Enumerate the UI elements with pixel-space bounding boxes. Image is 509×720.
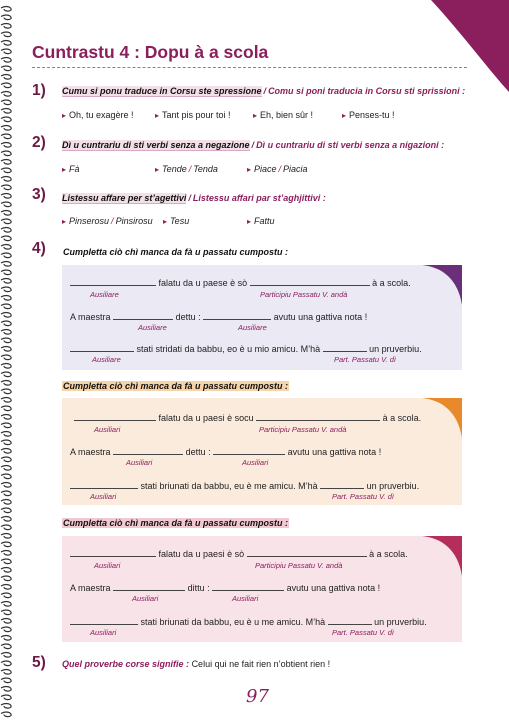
question-2-corse: Dì u cuntrariu di sti verbi senza a negazione [62,140,250,150]
page-number: 97 [246,686,269,707]
blank-3-2a[interactable] [113,582,185,591]
exercise-3-line-2 [70,582,380,593]
section-number-1: 1) [32,82,46,99]
hint-2-2b: Ausiliari [242,458,269,467]
spiral-ring [1,313,11,318]
spiral-ring [1,143,11,148]
spiral-ring [1,466,11,471]
question-3-corse: Listessu affare per st’agettivi [62,193,187,203]
exercise-1-line-1-text: falatu da u paese è sò [158,278,248,288]
corner-decoration [409,0,509,100]
hint-1-3b: Part. Passatu V. dì [334,355,396,364]
hint-1-2a: Ausiliare [138,323,167,332]
spiral-ring [1,49,11,54]
blank-3-1b[interactable] [247,548,367,557]
item-2-3-word: Piace [254,164,277,174]
spiral-ring [1,126,11,131]
blank-3-3a[interactable] [70,616,138,625]
spiral-ring [1,585,11,590]
hint-3-3a: Ausiliari [90,628,117,637]
exercise-3-line-1 [70,548,408,559]
exercise-3-line-3-text: stati briunati da babbu, eu è u me amicu. M’hà [140,617,326,627]
item-1-2: ▸ Tant pis pour toi ! [155,110,231,120]
spiral-ring [1,500,11,505]
item-2-1 [62,164,80,174]
spiral-ring [1,593,11,598]
blank-1-1a[interactable] [70,277,156,286]
spiral-ring [1,636,11,641]
spiral-ring [1,211,11,216]
hint-3-1b: Participiu Passatu V. andà [255,561,343,570]
exercise-panel-3 [62,536,462,642]
spiral-ring [1,364,11,369]
item-3-1-separator: / [111,216,114,226]
spiral-ring [1,525,11,530]
question-3-variant: Listessu affari par st’aghjittivi : [192,193,326,203]
hint-2-3b: Part. Passatu V. dì [332,492,394,501]
question-1-separator: / [263,86,267,96]
spiral-ring [1,194,11,199]
question-1 [62,86,465,96]
item-3-1 [62,216,153,226]
exercise-1-line-3-end: un pruverbiu. [369,344,422,354]
panel-tab-3 [422,536,462,576]
spiral-ring [1,534,11,539]
item-2-2-variant: Tenda [193,164,218,174]
spiral-ring [1,398,11,403]
spiral-ring [1,160,11,165]
question-5-label: Quel proverbe corse signifie : [62,659,190,669]
question-2-variant: Dì u cuntrariu di sti verbi senza a nigazioni : [256,140,445,150]
exercise-2-line-3-end: un pruverbiu. [366,481,420,491]
blank-2-3b[interactable] [320,480,364,489]
hint-1-1b: Participiu Passatu V. andà [260,290,348,299]
panel-tab-2 [422,398,462,438]
spiral-ring [1,296,11,301]
spiral-ring [1,321,11,326]
item-2-1-word: Fà [69,164,80,174]
item-2-2 [155,164,218,174]
spiral-ring [1,712,11,717]
hint-1-1a: Ausiliare [90,290,119,299]
spiral-ring [1,415,11,420]
spiral-ring [1,474,11,479]
spiral-ring [1,228,11,233]
spiral-ring [1,83,11,88]
spiral-ring [1,75,11,80]
question-5-answer: Celui qui ne fait rien n’obtient rien ! [191,659,331,669]
exercise-2-line-1-text: falatu da u paesi è socu [158,413,254,423]
question-5 [62,659,330,669]
question-1-variant: Comu si poni traducia in Corsu sti sprissioni : [268,86,466,96]
hint-3-2a: Ausiliari [132,594,159,603]
item-3-2-word: Tesu [170,216,190,226]
blank-2-1a[interactable] [74,412,156,421]
spiral-ring [1,449,11,454]
hint-1-2b: Ausiliare [238,323,267,332]
spiral-binding [0,0,14,720]
question-2 [62,140,444,150]
exercise-2-line-2 [70,446,381,457]
exercise-3-line-2-start: A maestra [70,583,111,593]
exercise-3-line-1-text: falatu da u paesi è sò [158,549,245,559]
spiral-ring [1,372,11,377]
hint-3-1a: Ausiliari [94,561,121,570]
blank-1-1b[interactable] [250,277,370,286]
section-number-3: 3) [32,186,46,203]
spiral-ring [1,602,11,607]
item-1-1: ▸ Oh, tu exagère ! [62,110,134,120]
spiral-ring [1,678,11,683]
spiral-ring [1,508,11,513]
exercise-3-line-3 [70,616,427,627]
exercise-heading-2: Cumpletta ciò chì manca da fà u passatu cumpostu : [63,381,289,391]
spiral-ring [1,7,11,12]
item-2-3-variant: Piacia [283,164,308,174]
spiral-ring [1,483,11,488]
spiral-ring [1,551,11,556]
spiral-ring [1,92,11,97]
question-3-separator: / [188,193,191,203]
blank-1-2b[interactable] [203,311,271,320]
question-2-separator: / [251,140,255,150]
spiral-ring [1,100,11,105]
exercise-1-line-1-end: à a scola. [372,278,411,288]
spiral-ring [1,406,11,411]
blank-2-3a[interactable] [70,480,138,489]
exercise-1-line-3-text: stati stridati da babbu, eo è u mio amicu. M’hà [136,344,321,354]
item-3-3-word: Fattu [254,216,275,226]
spiral-ring [1,245,11,250]
spiral-ring [1,347,11,352]
spiral-ring [1,219,11,224]
item-3-3 [247,216,275,226]
question-1-corse: Cumu si ponu traduce in Corsu ste spressione [62,86,262,96]
exercise-heading-3: Cumpletta ciò chì manca da fà u passatu cumpostu : [63,518,289,528]
spiral-ring [1,619,11,624]
item-2-3-separator: / [278,164,282,174]
hint-2-3a: Ausiliari [90,492,117,501]
spiral-ring [1,287,11,292]
spiral-ring [1,41,11,46]
item-2-2-separator: / [188,164,192,174]
spiral-ring [1,644,11,649]
title-divider [32,67,467,68]
spiral-ring [1,695,11,700]
item-1-4: ▸ Penses-tu ! [342,110,395,120]
spiral-ring [1,58,11,63]
hint-2-1b: Participiu Passatu V. andà [259,425,347,434]
spiral-ring [1,270,11,275]
spiral-ring [1,610,11,615]
section-number-4: 4) [32,240,46,257]
spiral-ring [1,704,11,709]
spiral-ring [1,236,11,241]
blank-3-3b[interactable] [328,616,372,625]
spiral-ring [1,559,11,564]
page-title: Cuntrastu 4 : Dopu à a scola [32,42,269,62]
spiral-ring [1,168,11,173]
hint-3-2b: Ausiliari [232,594,259,603]
exercise-2-line-2-start: A maestra [70,447,111,457]
spiral-ring [1,66,11,71]
spiral-ring [1,338,11,343]
blank-2-1b[interactable] [256,412,380,421]
blank-2-2a[interactable] [113,446,183,455]
spiral-ring [1,670,11,675]
exercise-1-line-2-start: A maestra [70,312,111,322]
exercise-1-line-2-mid: dettu : [175,312,201,322]
question-3 [62,193,326,203]
spiral-ring [1,15,11,20]
exercise-2-line-1 [74,412,421,423]
hint-1-3a: Ausiliare [92,355,121,364]
spiral-ring [1,381,11,386]
blank-3-1a[interactable] [70,548,156,557]
spiral-ring [1,151,11,156]
hint-2-2a: Ausiliari [126,458,153,467]
spiral-ring [1,109,11,114]
exercise-1-line-2-end: avutu una gattiva nota ! [273,312,368,322]
exercise-1-line-2 [70,311,367,322]
exercise-3-line-2-mid: dittu : [187,583,210,593]
exercise-1-line-1 [70,277,411,288]
exercise-2-line-2-end: avutu una gattiva nota ! [287,447,382,457]
spiral-ring [1,117,11,122]
spiral-ring [1,491,11,496]
item-1-3: ▸ Eh, bien sûr ! [253,110,313,120]
spiral-ring [1,661,11,666]
section-number-5: 5) [32,654,46,671]
exercise-panel-2 [62,398,462,505]
exercise-2-line-1-end: à a scola. [382,413,422,423]
exercise-panel-1 [62,265,462,370]
spiral-ring [1,262,11,267]
section-number-2: 2) [32,134,46,151]
spiral-ring [1,568,11,573]
spiral-ring [1,423,11,428]
spiral-ring [1,330,11,335]
spiral-ring [1,185,11,190]
spiral-ring [1,134,11,139]
spiral-ring [1,653,11,658]
exercise-3-line-2-end: avutu una gattiva nota ! [286,583,381,593]
exercise-2-line-2-mid: dettu : [185,447,211,457]
spiral-ring [1,32,11,37]
spiral-ring [1,24,11,29]
exercise-2-line-3-text: stati briunati da babbu, eu è me amicu. M’hà [140,481,318,491]
spiral-ring [1,202,11,207]
spiral-ring [1,440,11,445]
spiral-ring [1,576,11,581]
spiral-ring [1,457,11,462]
item-3-2 [163,216,189,226]
spiral-ring [1,432,11,437]
item-3-1-word: Pinserosu [69,216,110,226]
spiral-ring [1,304,11,309]
spiral-ring [1,627,11,632]
exercise-3-line-3-end: un pruverbiu. [374,617,427,627]
blank-2-2b[interactable] [213,446,285,455]
panel-tab-1 [422,265,462,305]
blank-1-3a[interactable] [70,343,134,352]
hint-2-1a: Ausiliari [94,425,121,434]
exercise-2-line-3 [70,480,419,491]
item-2-3 [247,164,308,174]
exercise-3-line-1-end: à a scola. [369,549,408,559]
spiral-ring [1,687,11,692]
spiral-ring [1,517,11,522]
item-3-1-variant: Pinsirosu [115,216,153,226]
blank-1-3b[interactable] [323,343,367,352]
spiral-ring [1,389,11,394]
blank-3-2b[interactable] [212,582,284,591]
blank-1-2a[interactable] [113,311,173,320]
spiral-ring [1,355,11,360]
spiral-ring [1,542,11,547]
exercise-heading-1: Cumpletta ciò chì manca da fà u passatu cumpostu : [63,247,289,257]
spiral-ring [1,279,11,284]
item-2-2-word: Tende [162,164,187,174]
exercise-1-line-3 [70,343,422,354]
spiral-ring [1,177,11,182]
hint-3-3b: Part. Passatu V. dì [332,628,394,637]
spiral-ring [1,253,11,258]
